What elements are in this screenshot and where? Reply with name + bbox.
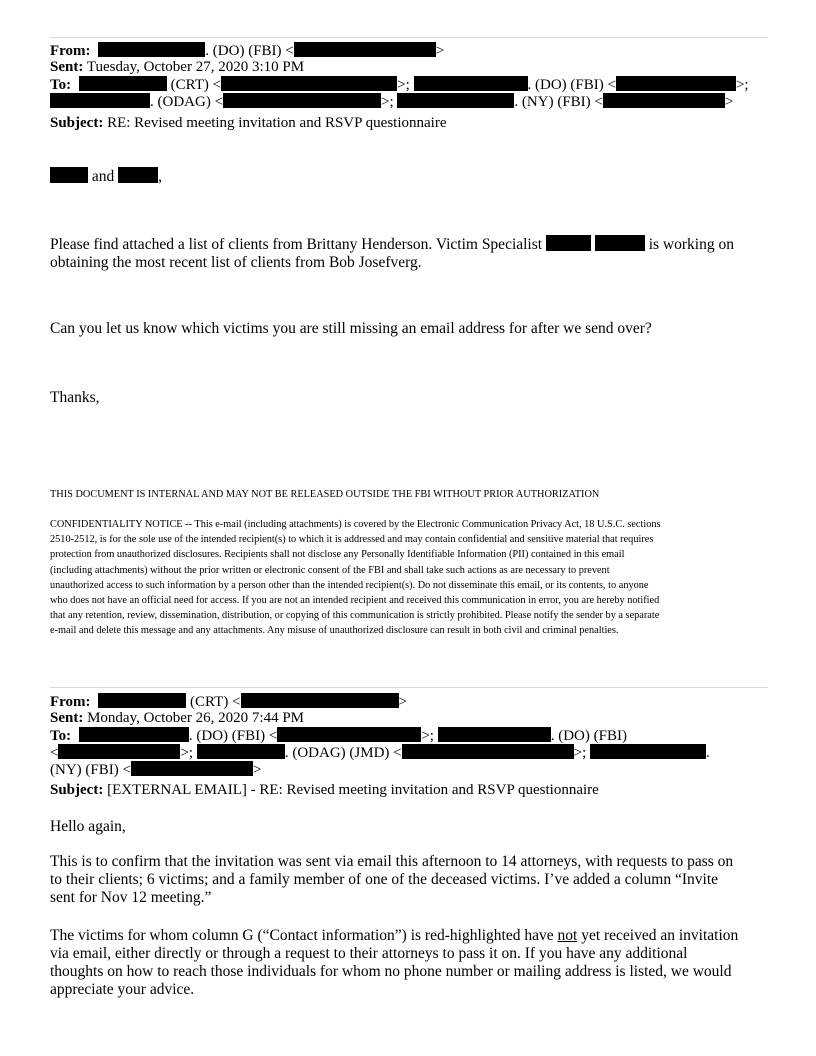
email2-from-label: From: [50,694,91,710]
email1-from-suffix: . (DO) (FBI) < [205,43,294,59]
email1-from-line [50,42,780,60]
email2-to-line-1 [50,727,780,745]
email2-to-line-2 [50,744,780,762]
email2-to-text: >; [573,745,591,761]
email2-subject-label: Subject: [50,782,104,798]
email1-para1-text: is working on [644,236,734,253]
email1-sent-line [50,59,780,76]
confidentiality-notice [50,517,770,639]
redaction [98,42,205,57]
email1-sent-label: Sent: [50,59,84,75]
redaction [221,76,397,91]
redaction [223,93,381,108]
redaction [414,76,528,91]
confidentiality-line: that any retention, review, dissemination, distribution, or copying of this communication is strictly prohibited. Please notify the sender by a separate [50,610,660,622]
email2-to-text: . [706,745,710,761]
email2-para2-text: The victims for whom column G (“Contact information”) is red-highlighted have [50,927,558,944]
email2-to-label: To: [50,728,72,744]
email2-para2-underline: not [557,927,578,944]
internal-notice: THIS DOCUMENT IS INTERNAL AND MAY NOT BE RELEASED OUTSIDE THE FBI WITHOUT PRIOR AUTHORIZATION [50,489,600,500]
redaction [397,93,514,108]
email1-to-text: > [724,94,734,110]
redaction [79,76,167,91]
confidentiality-line: who does not have an official need for access. If you are not an intended recipient and received this communication in error, you are hereby notified [50,595,660,607]
redaction [603,93,725,108]
email2-greeting: Hello again, [50,818,126,835]
email1-greeting-end: , [158,168,163,185]
email1-subject-label: Subject: [50,115,104,131]
email2-paragraph-1 [50,853,770,907]
email1-from-close: > [435,43,445,59]
email1-para1-text: obtaining the most recent list of clients from Bob Josefverg. [50,254,422,271]
confidentiality-line: e-mail and delete this message and any attachments. Any misuse of unauthorized disclosure can result in both civil and criminal penalties. [50,625,619,637]
email2-to-text: >; [180,745,197,761]
email2-para1-line: to their clients; 6 victims; and a family member of one of the deceased victims. I’ve added a column “Invite [50,871,718,888]
email1-to-label: To: [50,77,72,93]
email2-to-line-3 [50,761,780,779]
redaction [277,727,421,742]
redaction [616,76,736,91]
email2-to-text: < [50,745,59,761]
email1-to-text: . (DO) (FBI) < [527,77,616,93]
email1-paragraph-2: Can you let us know which victims you are still missing an email address for after we send over? [50,320,652,337]
email2-para2-line: thoughts on how to reach those individuals for whom no phone number or mailing address is listed, we would [50,963,732,980]
redaction [58,744,180,759]
confidentiality-line: protection from unauthorized disclosures. Recipients shall not disclose any Personally Identifiable Information (PII) contained in this email [50,549,625,561]
redaction [131,761,253,776]
email1-greeting [50,167,770,186]
redaction [79,727,189,742]
redaction [402,744,574,759]
redaction [118,167,158,183]
email2-to-text: >; [421,728,438,744]
confidentiality-line: 2510-2512, is for the sole use of the intended recipient(s) to which it is addressed and may contain confidential and sensitive material that requires [50,534,654,546]
redaction [50,93,150,108]
email1-subject-line [50,115,780,132]
email2-to-text: > [252,762,262,778]
email2-to-text: (NY) (FBI) < [50,762,131,778]
email1-subject-value: RE: Revised meeting invitation and RSVP questionnaire [103,115,447,131]
confidentiality-line: unauthorized access to such information by a person other than the intended recipient(s). Do not disseminate this email, or its contents, to anyone [50,579,649,591]
email1-to-text: >; [735,77,749,93]
email1-to-text: >; [381,94,398,110]
email2-subject-value: [EXTERNAL EMAIL] - RE: Revised meeting invitation and RSVP questionnaire [103,782,599,798]
email1-to-text: >; [397,77,414,93]
email2-sent-label: Sent: [50,710,84,726]
header-divider-1 [50,37,768,38]
redaction [590,744,706,759]
email2-para2-line: via email, either directly or through a request to their attorneys to pass it on. If you have any additional [50,945,688,962]
email2-paragraph-2 [50,927,770,999]
email2-from-suffix: (CRT) < [186,694,241,710]
email1-to-line-1 [50,76,780,94]
redaction [438,727,551,742]
redaction [595,235,645,251]
redaction [294,42,436,57]
redaction [241,693,399,708]
email2-para2-line: appreciate your advice. [50,981,195,998]
email1-to-text: . (ODAG) < [150,94,224,110]
email1-para1-text: Please find attached a list of clients from Brittany Henderson. Victim Specialist [50,236,546,253]
redaction [98,693,186,708]
email2-sent-line [50,710,780,727]
email2-to-text: . (DO) (FBI) < [188,728,278,744]
header-divider-2 [50,687,768,688]
email2-para1-line: sent for Nov 12 meeting.” [50,889,212,906]
email1-from-label: From: [50,43,91,59]
email2-para2-text: yet received an invitation [577,927,739,944]
email2-subject-line [50,782,780,799]
redaction [197,744,285,759]
confidentiality-line: (including attachments) without the prior written or electronic consent of the FBI and shall take such actions as are necessary to prevent [50,564,610,576]
email2-from-close: > [398,694,407,710]
redaction [50,167,88,183]
email2-para2-line [50,927,770,945]
email1-to-text: . (NY) (FBI) < [514,94,603,110]
email1-paragraph-1 [50,235,770,272]
email1-to-text: (CRT) < [166,77,222,93]
email2-to-text: . (DO) (FBI) [550,728,627,744]
redaction [546,235,591,251]
email1-closing: Thanks, [50,389,100,406]
confidentiality-line: CONFIDENTIALITY NOTICE -- This e-mail (including attachments) is covered by the Electronic Communication Privacy Act, 18 U.S.C. sections [50,519,661,530]
email2-to-text: . (ODAG) (JMD) < [284,745,402,761]
email1-greeting-mid: and [88,168,119,185]
email1-sent-value: Tuesday, October 27, 2020 3:10 PM [83,59,305,75]
email2-sent-value: Monday, October 26, 2020 7:44 PM [83,710,305,726]
email1-to-line-2 [50,93,780,111]
email2-from-line [50,693,780,711]
email2-para1-line: This is to confirm that the invitation was sent via email this afternoon to 14 attorneys, with requests to pass on [50,853,734,870]
